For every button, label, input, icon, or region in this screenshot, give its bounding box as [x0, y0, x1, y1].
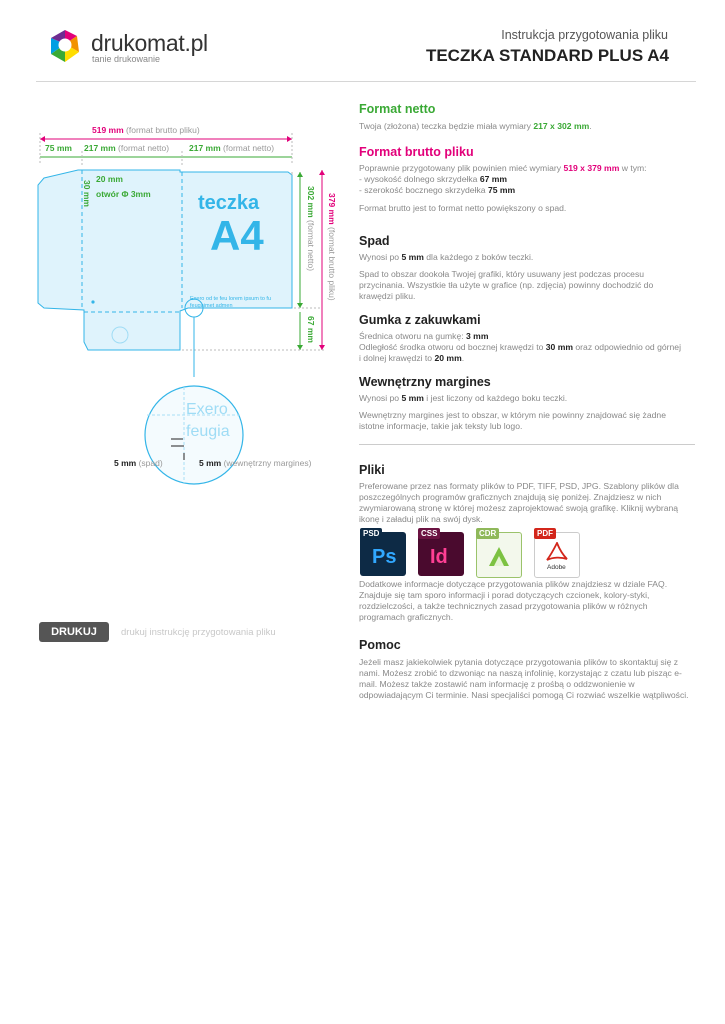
- brand-tagline: tanie drukowanie: [92, 54, 161, 64]
- netto-title: Format netto: [359, 102, 436, 116]
- document-title: TECZKA STANDARD PLUS A4: [425, 46, 669, 65]
- photoshop-file-icon[interactable]: PSD Ps: [360, 528, 408, 576]
- pliki-title: Pliki: [359, 463, 385, 477]
- folder-word: teczka: [198, 192, 260, 214]
- section-pomoc: Pomoc Jeżeli masz jakiekolwiek pytania dotyczące przygotowania plików to skontaktuj się z nami. Możesz zrobić to dzwoniąc na naszą infolinię, korzystając z czatu lub pisząc e-mail. Możesz także zostawić nam informację z prośbą o oddzwonienie w odpowiadającym Ci terminie. Nasi specjaliści pomogą Ci rozwiać wszelkie wątpliwości.: [359, 638, 695, 701]
- gumka-title: Gumka z zakuwkami: [359, 313, 481, 327]
- height-net-label: 302 mm (format netto): [306, 186, 316, 272]
- seg2-label: 217 mm (format netto): [84, 143, 170, 153]
- brand-name: drukomat.pl: [91, 30, 208, 56]
- section-margines: Wewnętrzny margines Wynosi po 5 mm i jest liczony od każdego boku teczki. Wewnętrzny margines jest to obszar, w którym nie powinny znajdować się żadne istotne informacje, takie jak teksty lub logo.: [359, 375, 695, 432]
- pomoc-title: Pomoc: [359, 638, 401, 652]
- zoom-text-2: feugia: [186, 423, 230, 440]
- bleed-label: 5 mm (spad): [114, 458, 163, 468]
- indesign-file-icon[interactable]: CSS Id: [418, 528, 466, 576]
- section-gumka: Gumka z zakuwkami Średnica otworu na gumkę: 3 mm Odległość środka otworu od bocznej krawędzi to 30 mm oraz odpowiednio od górnej i dolnej krawędzi to 20 mm.: [359, 313, 695, 364]
- hole-offset-v-label: 30 mm: [82, 180, 92, 207]
- margin-label: 5 mm (wewnętrzny margines): [199, 458, 312, 468]
- margines-title: Wewnętrzny margines: [359, 375, 491, 389]
- logo-icon: [45, 26, 85, 66]
- section-pliki: Pliki Preferowane przez nas formaty plików to PDF, TIFF, PSD, JPG. Szablony plików dla poszczególnych programów graficznych znajdują się poniżej. Znajdziesz w nich zwymiarowaną stronę w której możesz zaprojektować swoją grafikę. Kliknij wybraną ikonę i załaduj plik na swój dysk.: [359, 463, 695, 525]
- section-spad: Spad Wynosi po 5 mm dla każdego z boków teczki. Spad to obszar dookoła Twojej grafiki, który usuwany jest podczas procesu przycinania. Wszystkie tła użyte w grafice (np. zdjęcia) powinny dochodzić do krawędzi pliku.: [359, 234, 695, 302]
- print-hint[interactable]: drukuj instrukcję przygotowania pliku: [121, 627, 276, 638]
- section-netto: Format netto Twoja (złożona) teczka będzie miała wymiary 217 x 302 mm.: [359, 102, 695, 132]
- seg1-label: 75 mm: [45, 143, 72, 153]
- coreldraw-file-icon[interactable]: CDR: [476, 528, 524, 576]
- total-width-label: 519 mm (format brutto pliku): [92, 125, 200, 135]
- logo[interactable]: [45, 26, 85, 66]
- hole-marker: [91, 300, 94, 303]
- print-button[interactable]: DRUKUJ: [39, 622, 109, 642]
- header-divider: [36, 81, 696, 82]
- pdf-file-icon[interactable]: PDF Adobe: [534, 528, 582, 576]
- brutto-title: Format brutto pliku: [359, 145, 474, 159]
- section-brutto: Format brutto pliku Poprawnie przygotowany plik powinien mieć wymiary 519 x 379 mm w tym: - wysokość dolnego skrzydełka 67 mm - szerokość bocznego skrzydełka 75 mm Format brutto jest to format netto powiększony o spad.: [359, 145, 695, 214]
- section-pliki-extra: Dodatkowe informacje dotyczące przygotowania plików znajdziesz w dziale FAQ. Znajduje się tam sporo informacji i porad dotyczących czcionek, kolory-styki, rozdzielczości, a także technicznych zasad przygotowania plików w różnych programach graficznych.: [359, 579, 668, 622]
- flap-height-label: 67 mm: [306, 316, 316, 343]
- seg3-label: 217 mm (format netto): [189, 143, 275, 153]
- section-divider: [359, 444, 695, 445]
- spad-title: Spad: [359, 234, 390, 248]
- document-subtitle: Instrukcja przygotowania pliku: [501, 28, 668, 42]
- height-total-label: 379 mm (format brutto pliku): [327, 193, 337, 301]
- folder-size: A4: [210, 212, 264, 259]
- zoom-text-1: Exero: [186, 401, 228, 418]
- sample-text: Exero od te feu lorem ipsum to fu feugaimet admen: [190, 296, 272, 309]
- hole-label: otwór Φ 3mm: [96, 189, 151, 199]
- hole-offset-label: 20 mm: [96, 174, 123, 184]
